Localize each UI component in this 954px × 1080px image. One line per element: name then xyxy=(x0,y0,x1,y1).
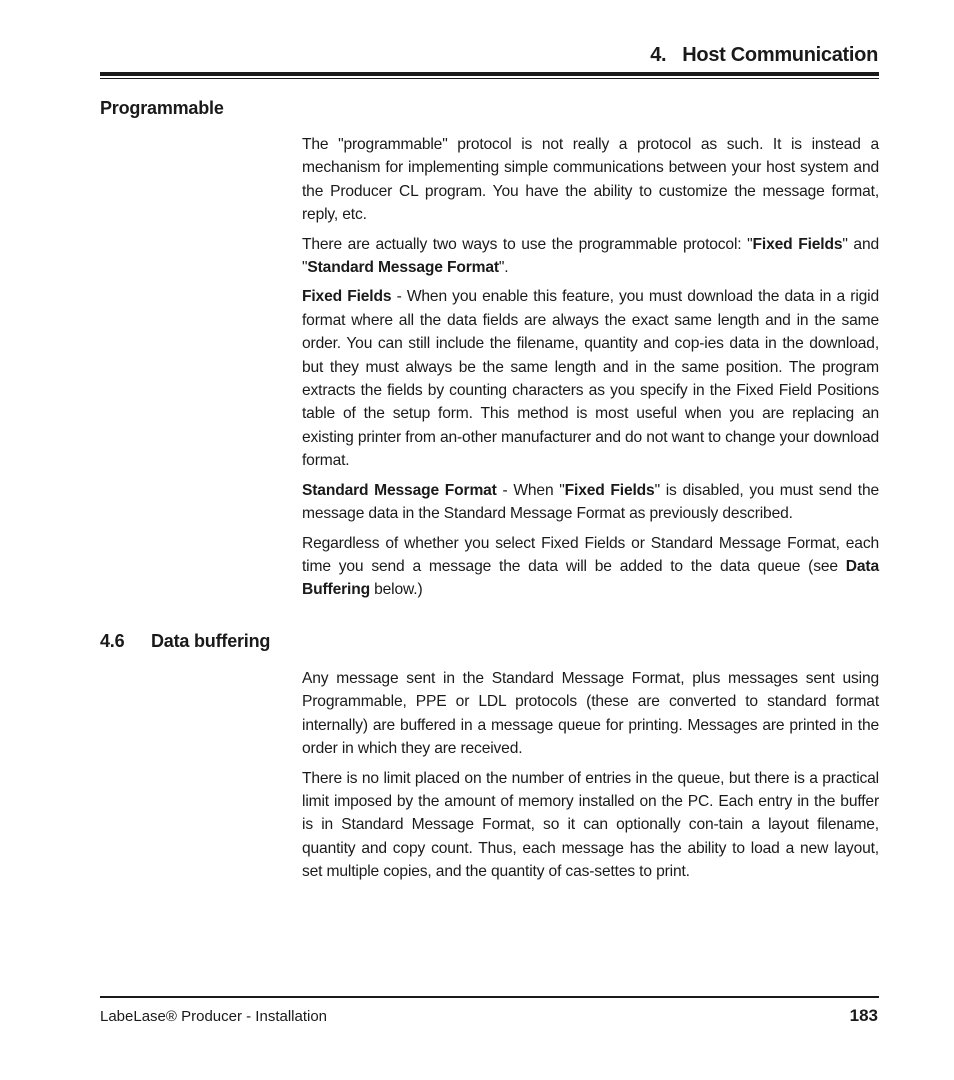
section-heading-data-buffering xyxy=(100,631,270,652)
paragraph: Standard Message Format - When "Fixed Fields" is disabled, you must send the message data in the Standard Message Format as previously described. xyxy=(302,481,879,523)
header-rule-thin xyxy=(100,78,879,79)
page-number: 183 xyxy=(849,1006,878,1025)
programmable-body xyxy=(302,133,879,608)
paragraph: The "programmable" protocol is not really a protocol as such. It is instead a mechanism for implementing simple communications between your host system and the Producer CL program. You have the ability to customize the message format, reply, etc. xyxy=(302,136,879,224)
paragraph: Any message sent in the Standard Message Format, plus messages sent using Programmable, PPE or LDL protocols (these are converted to standard format internally) are buffered in a message queue for printing. Messages are printed in the order in which they are received. xyxy=(302,670,879,758)
chapter-header xyxy=(650,44,878,67)
buffering-body xyxy=(302,667,879,890)
chapter-title: Host Communication xyxy=(682,44,878,66)
footer-rule xyxy=(100,996,879,998)
paragraph: There is no limit placed on the number of entries in the queue, but there is a practical limit imposed by the amount of memory installed on the PC. Each entry in the buffer is in Standard Message Format, so it can optionally con-tain a layout filename, quantity and copy count. Thus, each message has the ability to load a new layout, set multiple copies, and the quantity of cas-settes to print. xyxy=(302,769,879,881)
paragraph: Regardless of whether you select Fixed Fields or Standard Message Format, each time you send a message the data will be added to the data queue (see Data Buffering below.) xyxy=(302,534,879,599)
section-title: Data buffering xyxy=(151,631,271,651)
section-number: 4.6 xyxy=(100,631,125,651)
footer-doc-title: LabeLase® Producer - Installation xyxy=(100,1008,328,1025)
section-heading-programmable: Programmable xyxy=(100,98,224,118)
paragraph: There are actually two ways to use the programmable protocol: "Fixed Fields" and "Standard Message Format". xyxy=(302,235,879,277)
chapter-number: 4. xyxy=(650,44,667,66)
paragraph: Fixed Fields - When you enable this feature, you must download the data in a rigid format where all the data fields are always the exact same length and in the same order. You can still include the filename, quantity and cop-ies data in the download, but they must always be the same length and in the same position. The program extracts the fields by counting characters as you specify in the Fixed Field Positions table of the setup form. This method is most useful when you are replacing an existing printer from an-other manufacturer and do not want to change your download format. xyxy=(302,288,879,470)
header-rule-thick xyxy=(100,72,879,76)
